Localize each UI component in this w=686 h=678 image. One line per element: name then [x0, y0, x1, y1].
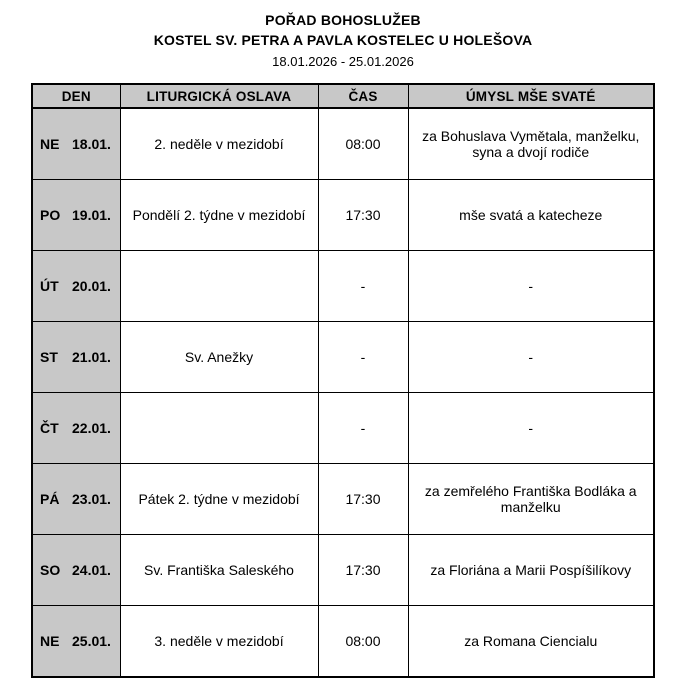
day-cell	[32, 180, 120, 251]
day-cell	[32, 251, 120, 322]
celebration-cell: 2. neděle v mezidobí	[120, 108, 318, 180]
day-abbr: NE	[40, 633, 60, 650]
celebration-cell: 3. neděle v mezidobí	[120, 606, 318, 678]
day-date: 23.01.	[72, 491, 111, 508]
document-title: POŘAD BOHOSLUŽEB	[265, 12, 421, 28]
celebration-cell	[120, 251, 318, 322]
day-cell	[32, 393, 120, 464]
intention-cell: za Bohuslava Vymětala, manželku, syna a dvojí rodiče	[408, 108, 654, 180]
day-cell	[32, 535, 120, 606]
intention-cell: -	[408, 251, 654, 322]
column-header-intention: ÚMYSL MŠE SVATÉ	[408, 84, 654, 108]
time-cell: 08:00	[318, 108, 408, 180]
time-cell: 17:30	[318, 535, 408, 606]
day-date: 20.01.	[72, 278, 111, 295]
schedule-table	[31, 83, 655, 678]
table-row	[32, 180, 654, 251]
day-cell	[32, 464, 120, 535]
day-abbr: SO	[40, 562, 61, 579]
day-abbr: NE	[40, 136, 60, 153]
celebration-cell: Pátek 2. týdne v mezidobí	[120, 464, 318, 535]
date-range: 18.01.2026 - 25.01.2026	[272, 53, 414, 69]
church-name: KOSTEL SV. PETRA A PAVLA KOSTELEC U HOLEŠOVA	[153, 32, 533, 49]
intention-cell: za Romana Ciencialu	[408, 606, 654, 678]
day-cell	[32, 322, 120, 393]
document-header	[0, 10, 686, 71]
table-row	[32, 393, 654, 464]
day-abbr: PÁ	[40, 491, 60, 508]
table-row	[32, 108, 654, 180]
table-row	[32, 606, 654, 678]
intention-cell: za Floriána a Marii Pospíšilíkovy	[408, 535, 654, 606]
celebration-cell	[120, 393, 318, 464]
time-cell: 08:00	[318, 606, 408, 678]
day-cell	[32, 606, 120, 678]
intention-cell: za zemřelého Františka Bodláka a manželku	[408, 464, 654, 535]
table-row	[32, 535, 654, 606]
day-cell	[32, 108, 120, 180]
celebration-cell: Sv. Františka Saleského	[120, 535, 318, 606]
table-header-row	[32, 84, 654, 108]
time-cell: 17:30	[318, 464, 408, 535]
day-date: 21.01.	[72, 349, 111, 366]
day-abbr: ÚT	[40, 278, 59, 295]
celebration-cell: Pondělí 2. týdne v mezidobí	[120, 180, 318, 251]
time-cell: -	[318, 322, 408, 393]
day-abbr: ČT	[40, 420, 59, 437]
column-header-celebration: LITURGICKÁ OSLAVA	[120, 84, 318, 108]
table-row	[32, 464, 654, 535]
intention-cell: -	[408, 393, 654, 464]
day-date: 19.01.	[72, 207, 111, 224]
celebration-cell: Sv. Anežky	[120, 322, 318, 393]
time-cell: -	[318, 393, 408, 464]
table-row	[32, 251, 654, 322]
column-header-time: ČAS	[318, 84, 408, 108]
day-date: 18.01.	[72, 136, 111, 153]
day-date: 24.01.	[72, 562, 111, 579]
intention-cell: -	[408, 322, 654, 393]
time-cell: -	[318, 251, 408, 322]
intention-cell: mše svatá a katecheze	[408, 180, 654, 251]
table-row	[32, 322, 654, 393]
column-header-day: DEN	[32, 84, 120, 108]
day-abbr: ST	[40, 349, 58, 366]
time-cell: 17:30	[318, 180, 408, 251]
day-date: 25.01.	[72, 633, 111, 650]
day-date: 22.01.	[72, 420, 111, 437]
day-abbr: PO	[40, 207, 61, 224]
